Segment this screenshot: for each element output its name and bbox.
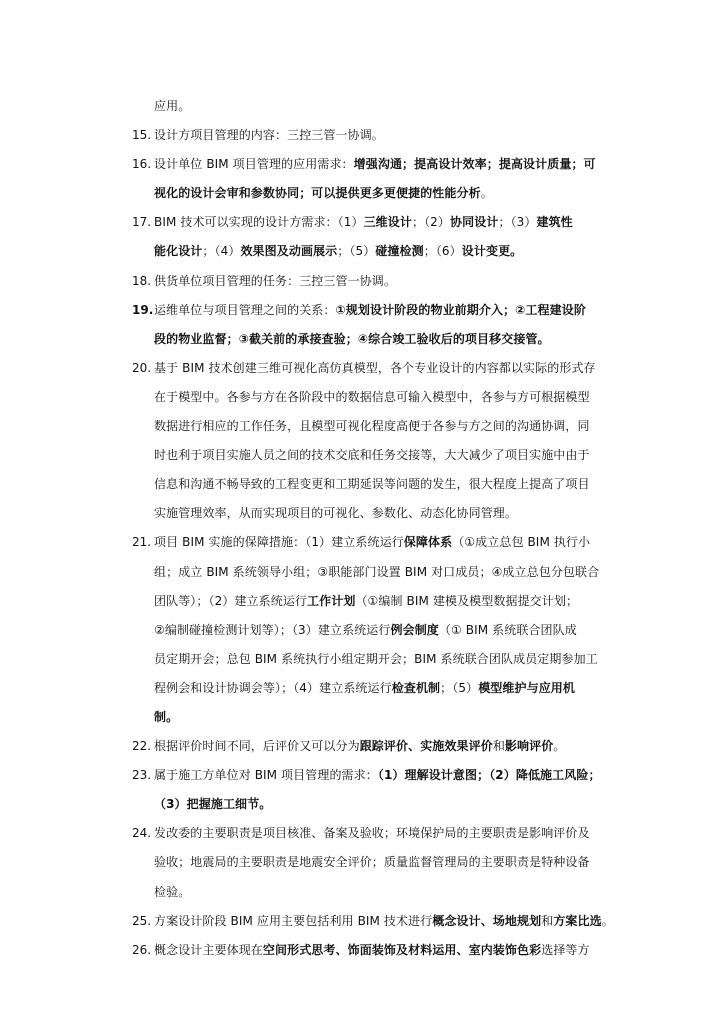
list-item	[132, 208, 624, 266]
text-line	[154, 616, 624, 645]
text: 组；成立 BIM 系统领导小组；③职能部门设置 BIM 对口成员；④成立总包分包联合	[154, 564, 600, 579]
text: ；（6）	[423, 244, 462, 259]
bold-text: 保障体系	[403, 535, 453, 550]
bold-text: （3）把握施工细节。	[154, 797, 272, 812]
item-number: 24.	[132, 826, 152, 841]
list-item	[132, 296, 624, 354]
list-item	[132, 907, 624, 936]
text: 信息和沟通不畅导致的工程变更和工期延误等问题的发生，很大程度上提高了项目	[154, 477, 590, 492]
text: 实施管理效率，从而实现项目的可视化、参数化、动态化协同管理。	[154, 506, 518, 521]
text: 。	[601, 913, 614, 928]
text: 概念设计主要体现在	[154, 942, 263, 957]
text-line	[154, 179, 624, 208]
bold-text: 跟踪评价、实施效果评价	[359, 739, 493, 754]
item-number: 16.	[132, 157, 152, 172]
item-number: 22.	[132, 739, 152, 754]
bold-text: 模型维护与应用机	[478, 680, 576, 695]
text: ；（4）	[202, 244, 241, 259]
item-number: 26.	[132, 942, 152, 957]
text-line	[154, 470, 624, 499]
text-line	[154, 412, 624, 441]
text-line	[154, 325, 624, 354]
list-item	[132, 121, 624, 150]
item-number: 21.	[132, 535, 152, 550]
text: 。	[553, 739, 566, 754]
text: ；（5）	[440, 680, 479, 695]
bold-text: 能化设计	[154, 244, 203, 259]
item-number: 18.	[132, 273, 152, 288]
text: 团队等）；（2）建立系统运行	[154, 593, 308, 608]
list-item	[132, 354, 624, 529]
text: 应用。	[154, 99, 191, 113]
text-line	[154, 848, 624, 877]
bold-text: 设计变更。	[461, 244, 523, 259]
text-line	[154, 936, 624, 965]
text: 检验。	[154, 884, 191, 899]
text-line	[154, 267, 624, 296]
item-number: 15.	[132, 128, 152, 143]
numbered-list	[132, 92, 624, 965]
item-number: 23.	[132, 768, 152, 783]
bold-text: ①规划设计阶段的物业前期介入；②工程建设阶	[335, 302, 586, 317]
text: 时也利于项目实施人员之间的技术交底和任务交接等，大大减少了项目实施中由于	[154, 448, 590, 463]
text: 供货单位项目管理的任务：三控三管一协调。	[154, 273, 397, 288]
bold-text: 碰撞检测	[375, 244, 424, 259]
text: （①成立总包 BIM 执行小	[452, 535, 591, 550]
bold-text: 概念设计、场地规划	[432, 913, 542, 928]
list-item	[132, 761, 624, 819]
list-item	[132, 732, 624, 761]
text-line	[154, 790, 624, 819]
bold-text: 建筑性	[536, 215, 573, 230]
bold-text: 段的物业监督；③截关前的承接查验；④综合竣工验收后的项目移交接管。	[154, 331, 550, 346]
item-number: 17.	[132, 215, 152, 230]
text: 员定期开会；总包 BIM 系统执行小组定期开会；BIM 系统联合团队成员定期参加工	[154, 651, 598, 666]
bold-text: （1）理解设计意图；（2）降低施工风险；	[377, 768, 601, 783]
text: 运维单位与项目管理之间的关系：	[154, 302, 336, 317]
list-item	[132, 92, 624, 121]
text-line	[154, 761, 624, 790]
bold-text: 效果图及动画展示	[240, 244, 338, 259]
text: 发改委的主要职责是项目核准、备案及验收；环境保护局的主要职责是影响评价及	[154, 826, 590, 841]
text-line	[154, 645, 624, 674]
text-line	[154, 499, 624, 528]
item-number: 19.	[132, 302, 154, 317]
text-line	[154, 208, 624, 237]
item-number: 20.	[132, 360, 152, 375]
bold-text: 例会制度	[390, 622, 439, 637]
text: 程例会和设计协调会等）；（4）建立系统运行	[154, 680, 392, 695]
item-number: 25.	[132, 913, 152, 928]
list-item	[132, 267, 624, 296]
text-line	[154, 383, 624, 412]
text-line	[154, 237, 624, 266]
list-item	[132, 819, 624, 906]
text-line	[154, 907, 624, 936]
text: 。	[480, 186, 493, 201]
bold-text: 视化的设计会审和参数协同；可以提供更多更便捷的性能分析	[154, 186, 481, 201]
text: 设计方项目管理的内容：三控三管一协调。	[154, 128, 384, 143]
text: ；（3）	[498, 215, 537, 230]
bold-text: 检查机制	[391, 680, 441, 695]
bold-text: 空间形式思考、饰面装饰及材料运用、室内装饰色彩	[262, 942, 542, 957]
bold-text: 三维设计	[363, 215, 412, 230]
text: 项目 BIM 实施的保障措施：（1）建立系统运行	[154, 535, 404, 550]
text-line	[154, 674, 624, 703]
text: 方案设计阶段 BIM 应用主要包括利用 BIM 技术进行	[154, 913, 433, 928]
text: 设计单位 BIM 项目管理的应用需求：	[154, 157, 354, 172]
text-line	[154, 558, 624, 587]
list-item	[132, 936, 624, 965]
text-line	[154, 441, 624, 470]
bold-text: 协同设计	[450, 215, 499, 230]
text: 选择等方	[541, 942, 590, 957]
text: 和	[492, 739, 505, 754]
text-line	[154, 92, 624, 121]
text: 和	[541, 913, 554, 928]
text-line	[154, 703, 624, 732]
list-item	[132, 150, 624, 208]
text: （①编制 BIM 建模及模型数据提交计划；	[355, 593, 579, 608]
list-item	[132, 528, 624, 732]
text: 属于施工方单位对 BIM 项目管理的需求：	[154, 768, 378, 783]
text-line	[154, 819, 624, 848]
bold-text: 增强沟通；提高设计效率；提高设计质量；可	[353, 157, 596, 172]
bold-text: 制。	[154, 709, 179, 724]
text-line	[154, 354, 624, 383]
text-line	[154, 150, 624, 179]
bold-text: 方案比选	[553, 913, 602, 928]
text-line	[154, 878, 624, 907]
text: 根据评价时间不同，后评价又可以分为	[154, 739, 360, 754]
text: BIM 技术可以实现的设计方需求：（1）	[154, 215, 364, 230]
text: ；（5）	[337, 244, 376, 259]
text-line	[154, 296, 624, 325]
text: 验收；地震局的主要职责是地震安全评价；质量监督管理局的主要职责是特种设备	[154, 855, 590, 870]
text: ；（2）	[411, 215, 451, 230]
text: （① BIM 系统联合团队成	[438, 622, 577, 637]
text: 基于 BIM 技术创建三维可视化高仿真模型，各个专业设计的内容都以实际的形式存	[154, 360, 596, 375]
bold-text: 工作计划	[307, 593, 356, 608]
text-line	[154, 732, 624, 761]
text-line	[154, 121, 624, 150]
text: ②编制碰撞检测计划等）；（3）建立系统运行	[154, 622, 391, 637]
text: 在于模型中。各参与方在各阶段中的数据信息可输入模型中，各参与方可根据模型	[154, 389, 590, 404]
text-line	[154, 587, 624, 616]
text: 数据进行相应的工作任务，且模型可视化程度高便于各参与方之间的沟通协调，同	[154, 419, 590, 434]
bold-text: 影响评价	[504, 739, 554, 754]
text-line	[154, 528, 624, 557]
